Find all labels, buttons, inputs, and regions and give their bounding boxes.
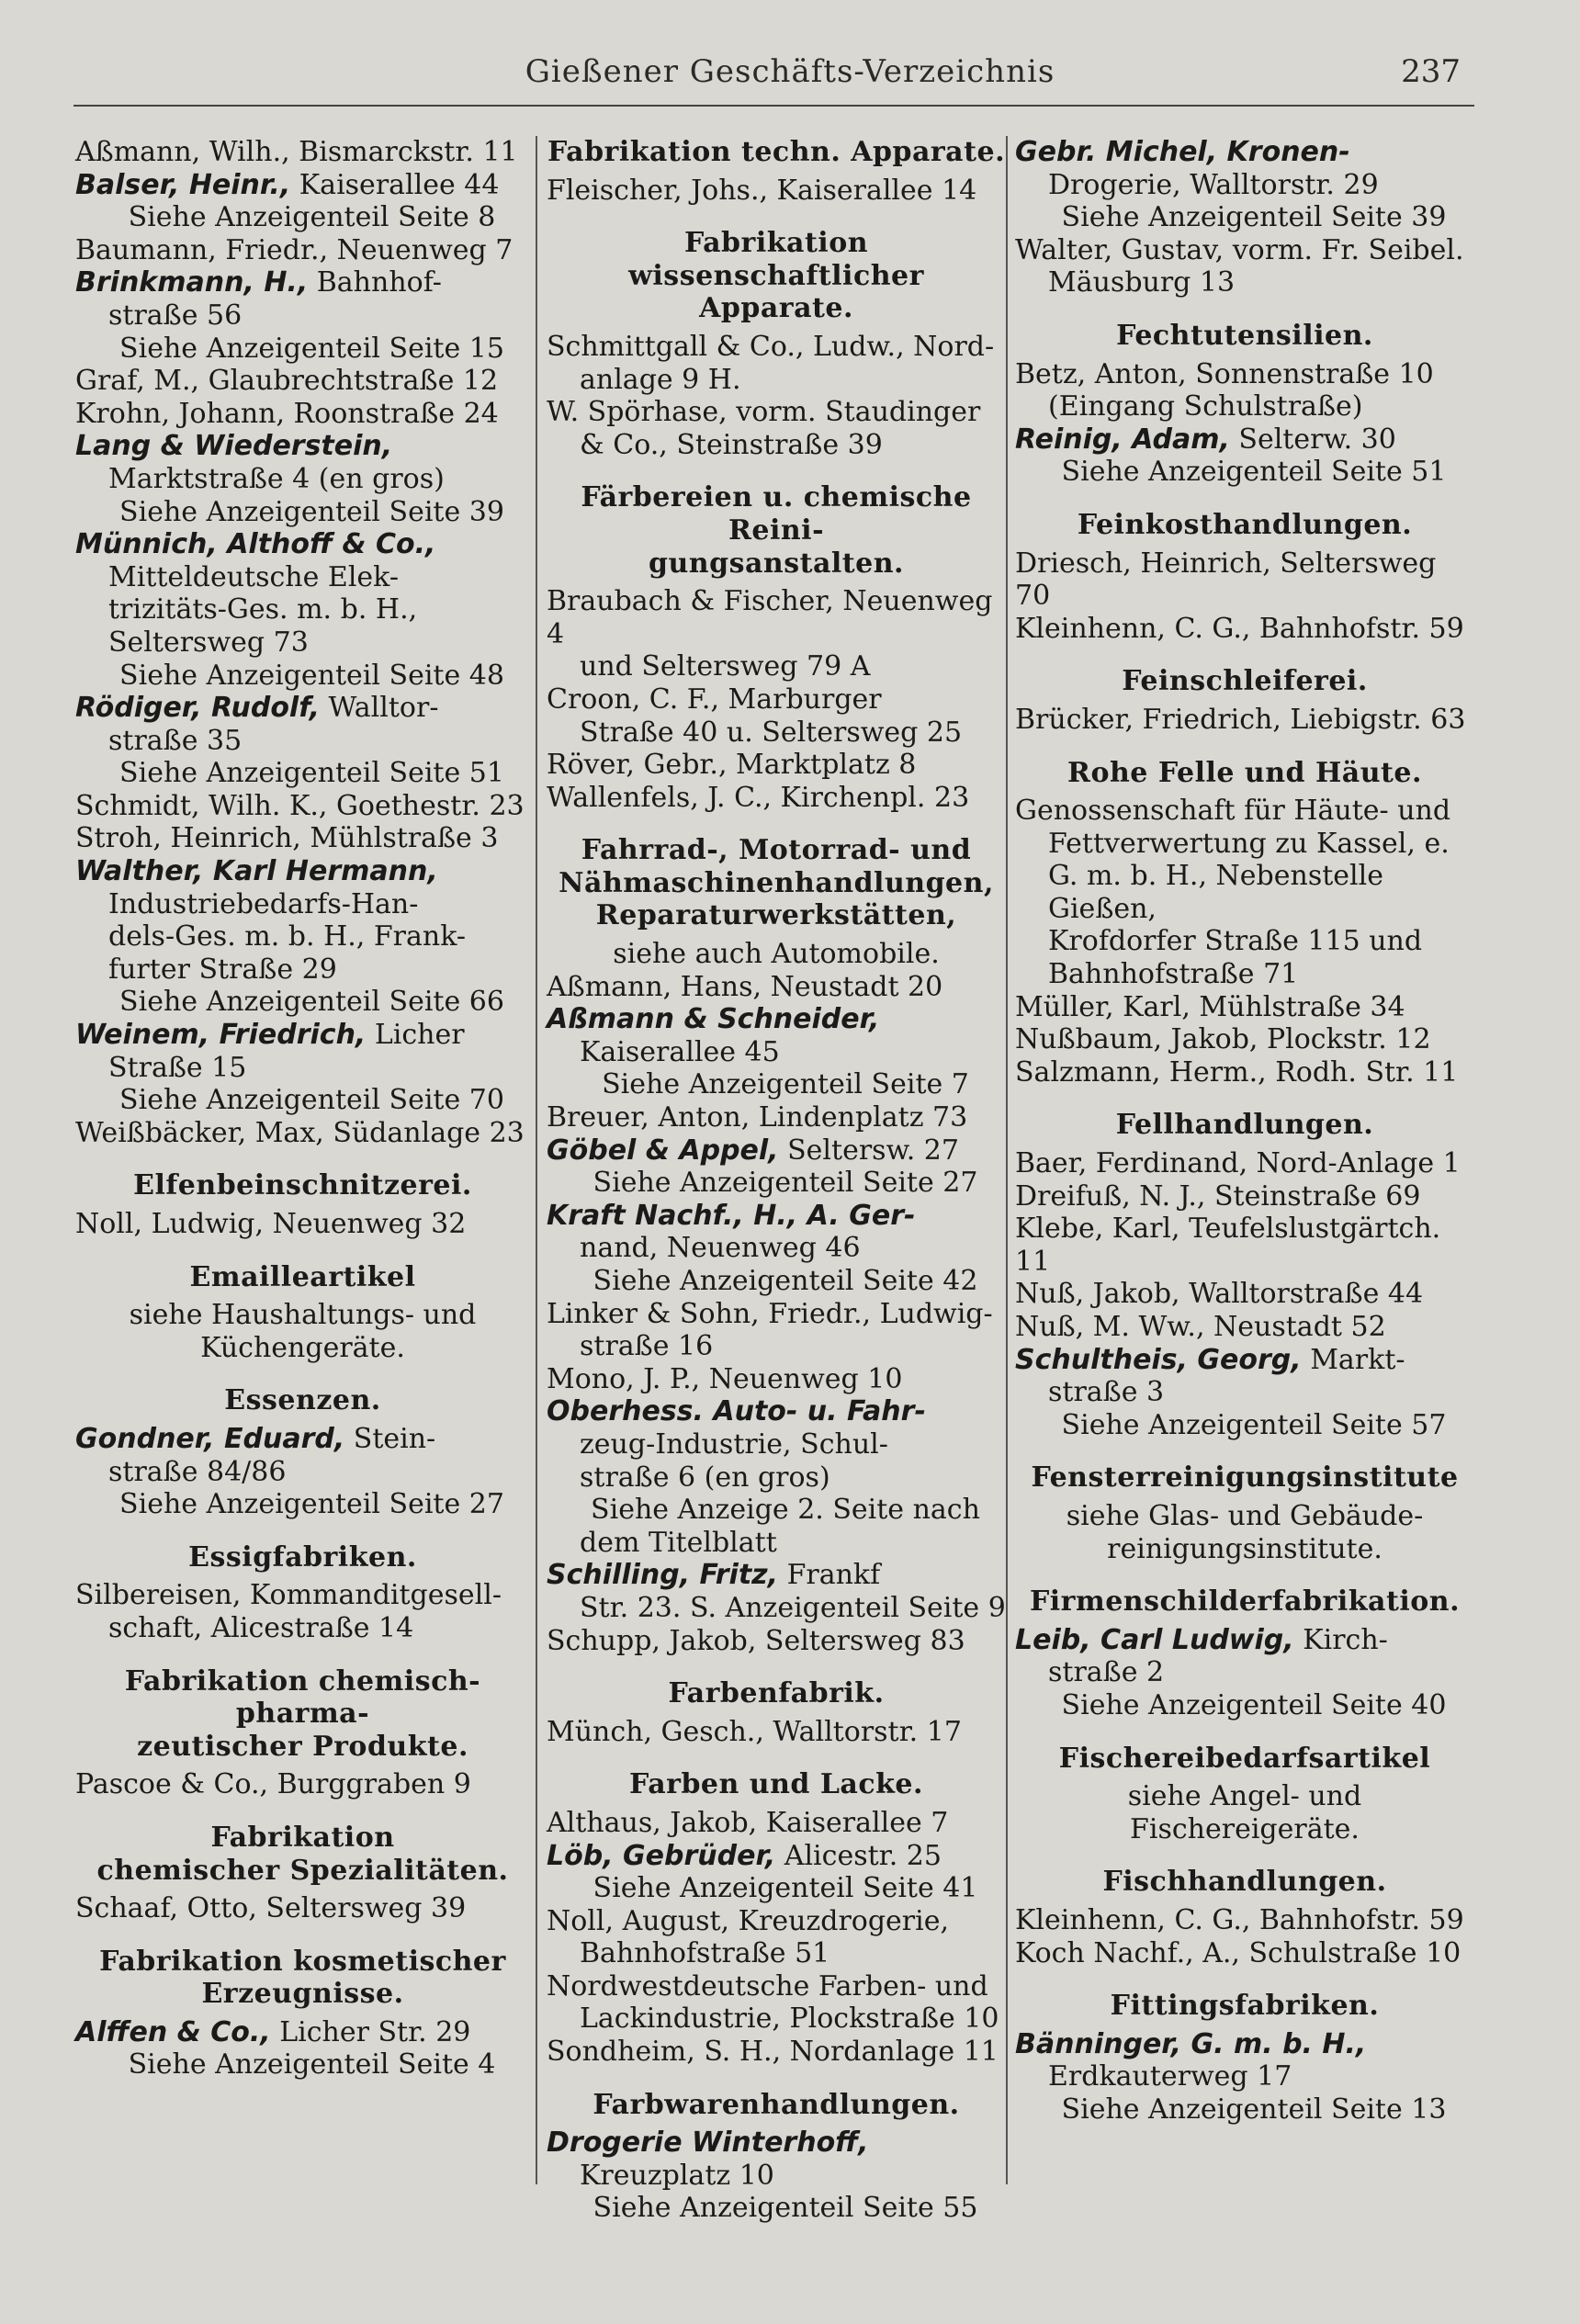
entry xyxy=(75,855,530,888)
section-heading-line: Fabrikation wissenschaftlicher xyxy=(628,227,924,292)
entry-continuation: Krofdorfer Straße 115 und xyxy=(1048,925,1423,958)
company-name: Rödiger, Rudolf, xyxy=(75,692,321,725)
ad-reference: Siehe Anzeigenteil Seite 39 xyxy=(119,495,504,528)
section-heading: Farben und Lacke. xyxy=(629,1768,923,1801)
section-heading-line: Fabrikation xyxy=(210,1821,395,1854)
entry xyxy=(75,528,530,561)
section-heading xyxy=(547,834,1006,932)
entry-continuation xyxy=(75,561,530,594)
entry xyxy=(1015,423,1474,457)
entry-continuation: straße 56 xyxy=(108,299,243,332)
entry-text: Frank- xyxy=(365,920,466,953)
section-heading: Rohe Felle und Häute. xyxy=(1067,756,1422,789)
entry-text: Seltersw. 27 xyxy=(778,1134,959,1167)
section-heading xyxy=(75,1665,530,1764)
ad-reference: Siehe Anzeigenteil Seite 57 xyxy=(1061,1408,1447,1441)
entry: Betz, Anton, Sonnenstraße 10 xyxy=(1015,357,1434,390)
entry-continuation xyxy=(1015,169,1474,202)
company-name: Weinem, Friedrich, xyxy=(75,1019,367,1052)
company-name: trizitäts-Ges. m. b. H., xyxy=(108,593,418,626)
entry: Nordwestdeutsche Farben- und xyxy=(547,1969,988,2002)
company-name: Gebr. Michel, Kronen- xyxy=(1015,136,1350,168)
entry: Driesch, Heinrich, Seltersweg 70 xyxy=(1015,547,1437,613)
entry-text: Kirch- xyxy=(1293,1623,1388,1656)
ad-reference: Siehe Anzeigenteil Seite 27 xyxy=(119,1488,504,1521)
entry xyxy=(1015,2028,1474,2061)
entry-continuation xyxy=(547,1428,1006,1461)
entry xyxy=(547,1003,1006,1036)
ad-reference: Siehe Anzeigenteil Seite 40 xyxy=(1061,1688,1447,1721)
section-heading: Fischhandlungen. xyxy=(1102,1866,1387,1899)
entry xyxy=(75,1423,530,1456)
entry-text: Selterw. 30 xyxy=(1229,423,1396,456)
company-name: Schultheis, Georg, xyxy=(1015,1343,1302,1376)
company-name: Löb, Gebrüder, xyxy=(547,1839,776,1872)
entry xyxy=(547,1559,1006,1592)
company-name: Kraft Nachf., H., A. Ger- xyxy=(547,1199,916,1232)
entry-continuation: Straße 15 xyxy=(108,1051,247,1084)
entry: Noll, August, Kreuzdrogerie, xyxy=(547,1904,950,1937)
section-heading-line: zeutischer Produkte. xyxy=(137,1730,468,1763)
entry xyxy=(547,1395,1006,1428)
company-name: Balser, Heinr., xyxy=(75,168,291,201)
section-heading-line: Erzeugnisse. xyxy=(201,1978,404,2011)
company-name: Drogerie, xyxy=(1048,168,1181,201)
entry-continuation: dem Titelblatt xyxy=(580,1526,777,1559)
entry: Wallenfels, J. C., Kirchenpl. 23 xyxy=(547,781,970,814)
entry-continuation: Bahnhofstraße 71 xyxy=(1048,958,1299,991)
ad-reference: Siehe Anzeigenteil Seite 41 xyxy=(592,1872,978,1905)
entry: Dreifuß, N. J., Steinstraße 69 xyxy=(1015,1179,1421,1213)
entry-text: Licher Str. 29 xyxy=(270,2015,471,2048)
company-name: zeug-Industrie, xyxy=(580,1427,792,1461)
ad-reference: Siehe Anzeigenteil Seite 70 xyxy=(119,1084,504,1117)
section-heading: Fensterreinigungsinstitute xyxy=(1031,1461,1459,1495)
entry-continuation: Str. 23. S. Anzeigenteil Seite 9 xyxy=(580,1591,1006,1624)
cross-reference: siehe Haushaltungs- und xyxy=(129,1299,477,1332)
entry: Salzmann, Herm., Rodh. Str. 11 xyxy=(1015,1055,1459,1089)
section-heading: Farbwarenhandlungen. xyxy=(592,2088,960,2121)
section-heading xyxy=(75,1946,530,2011)
entry-text: Kaiserallee 44 xyxy=(290,168,500,201)
entry: W. Spörhase, vorm. Staudinger xyxy=(547,396,981,429)
cross-reference: reinigungsinstitute. xyxy=(1107,1532,1382,1565)
entry: Genossenschaft für Häute- und xyxy=(1015,795,1451,828)
column-divider xyxy=(1006,136,1008,2184)
entry xyxy=(547,1200,1006,1233)
entry-continuation: Straße 40 u. Seltersweg 25 xyxy=(580,716,963,749)
entry: Stroh, Heinrich, Mühlstraße 3 xyxy=(75,822,499,855)
company-name: Lang & Wiederstein, xyxy=(75,430,393,463)
section-heading-line: Färbereien u. chemische Reini- xyxy=(581,481,972,547)
entry-continuation: straße 35 xyxy=(108,724,243,757)
entry: Schmidt, Wilh. K., Goethestr. 23 xyxy=(75,789,525,822)
entry xyxy=(547,1840,1006,1873)
entry-text: Walltor- xyxy=(320,692,439,725)
entry-continuation: Fettverwertung zu Kassel, e. xyxy=(1048,827,1450,860)
entry: Althaus, Jakob, Kaiserallee 7 xyxy=(547,1806,949,1839)
entry: Röver, Gebr., Marktplatz 8 xyxy=(547,749,917,782)
section-heading-line: gungsanstalten. xyxy=(649,547,904,580)
ad-reference: Siehe Anzeigenteil Seite 55 xyxy=(592,2192,978,2225)
entry-text: Licher xyxy=(366,1019,465,1052)
company-name: Göbel & Appel, xyxy=(547,1134,779,1167)
section-heading-line: chemischer Spezialitäten. xyxy=(96,1854,509,1887)
entry: Silbereisen, Kommanditgesell- xyxy=(75,1579,502,1612)
entry: Kleinhenn, C. G., Bahnhofstr. 59 xyxy=(1015,1903,1464,1936)
running-title: Gießener Geschäfts-Verzeichnis xyxy=(525,53,1055,90)
company-name: nand, xyxy=(580,1232,659,1265)
section-heading-line: Nähmaschinenhandlungen, xyxy=(559,866,994,899)
entry xyxy=(75,266,530,299)
entry-continuation: G. m. b. H., Nebenstelle Gießen, xyxy=(1048,860,1383,925)
entry-continuation xyxy=(547,1232,1006,1265)
section-heading: Essigfabriken. xyxy=(188,1540,417,1574)
entry: Baer, Ferdinand, Nord-Anlage 1 xyxy=(1015,1147,1461,1180)
entry: Schmittgall & Co., Ludw., Nord- xyxy=(547,330,995,363)
entry-text: Frankf xyxy=(778,1559,881,1592)
entry-continuation: Kreuzplatz 10 xyxy=(580,2159,774,2192)
entry: Sondheim, S. H., Nordanlage 11 xyxy=(547,2036,999,2069)
section-heading-line: Fabrikation chemisch-pharma- xyxy=(124,1664,481,1731)
entry-continuation xyxy=(75,888,530,921)
page-header xyxy=(0,53,1580,127)
company-name: Industriebedarfs-Han- xyxy=(108,887,419,920)
entry-continuation: (Eingang Schulstraße) xyxy=(1048,390,1363,423)
section-heading xyxy=(547,227,1006,325)
entry-continuation: straße 2 xyxy=(1048,1656,1165,1689)
ad-reference: Siehe Anzeigenteil Seite 27 xyxy=(592,1167,978,1200)
entry-continuation xyxy=(75,920,530,953)
company-name: Bänninger, G. m. b. H., xyxy=(1015,2027,1367,2060)
entry-continuation: schaft, Alicestraße 14 xyxy=(108,1611,414,1644)
ad-reference: Siehe Anzeigenteil Seite 4 xyxy=(128,2048,496,2081)
ad-reference: Siehe Anzeigenteil Seite 8 xyxy=(128,201,496,234)
entry-continuation: Mäusburg 13 xyxy=(1048,266,1236,299)
entry-continuation: straße 3 xyxy=(1048,1376,1165,1409)
entry-continuation: straße 6 (en gros) xyxy=(580,1461,830,1494)
section-heading: Essenzen. xyxy=(224,1384,381,1417)
ad-reference: Siehe Anzeigenteil Seite 42 xyxy=(592,1265,978,1297)
entry xyxy=(75,169,530,202)
section-heading xyxy=(75,1822,530,1887)
section-heading: Firmenschilderfabrikation. xyxy=(1029,1585,1461,1619)
entry: Krohn, Johann, Roonstraße 24 xyxy=(75,397,499,430)
entry-text: Stein- xyxy=(344,1422,436,1455)
cross-reference: siehe Angel- und Fischereigeräte. xyxy=(1127,1780,1362,1845)
entry xyxy=(547,2127,1006,2160)
ad-reference: Siehe Anzeigenteil Seite 51 xyxy=(119,757,504,790)
entry-continuation: Erdkauterweg 17 xyxy=(1048,2060,1292,2093)
section-heading-line: Reparaturwerkstätten, xyxy=(595,899,957,932)
entry: Schaaf, Otto, Seltersweg 39 xyxy=(75,1892,467,1925)
company-name: Mitteldeutsche Elek- xyxy=(108,560,399,593)
entry xyxy=(75,1019,530,1052)
ad-reference: Siehe Anzeigenteil Seite 15 xyxy=(119,332,504,365)
entry: Baumann, Friedr., Neuenweg 7 xyxy=(75,233,514,266)
entry-text: Neuenweg 46 xyxy=(658,1232,861,1265)
entry: Pascoe & Co., Burggraben 9 xyxy=(75,1768,471,1801)
entry-continuation xyxy=(75,593,530,626)
entry: Mono, J. P., Neuenweg 10 xyxy=(547,1362,903,1395)
company-name: Walther, Karl Hermann, xyxy=(75,855,438,888)
entry: Münch, Gesch., Walltorstr. 17 xyxy=(547,1715,962,1748)
company-name: Alffen & Co., xyxy=(75,2015,271,2048)
entry xyxy=(1015,1344,1474,1377)
entry: Weißbäcker, Max, Südanlage 23 xyxy=(75,1116,525,1149)
entry-continuation: anlage 9 H. xyxy=(580,363,741,396)
company-name: Gondner, Eduard, xyxy=(75,1422,345,1455)
entry xyxy=(1015,136,1474,169)
section-heading: Fittingsfabriken. xyxy=(1110,1990,1380,2023)
section-heading-line: Apparate. xyxy=(699,292,853,325)
entry xyxy=(75,430,530,463)
entry: Brücker, Friedrich, Liebigstr. 63 xyxy=(1015,703,1466,736)
section-heading: Farbenfabrik. xyxy=(668,1677,885,1710)
entry-continuation: Marktstraße 4 (en gros) xyxy=(108,462,445,495)
cross-reference: siehe auch Automobile. xyxy=(613,938,940,971)
entry-text: Markt- xyxy=(1301,1343,1405,1376)
entry-continuation: Seltersweg 73 xyxy=(108,626,309,659)
entry: Braubach & Fischer, Neuenweg 4 xyxy=(547,585,993,650)
entry-text: Alicestr. 25 xyxy=(775,1839,942,1872)
company-name: Schilling, Fritz, xyxy=(547,1559,779,1592)
entry-continuation: Kaiserallee 45 xyxy=(580,1035,780,1068)
company-name: Leib, Carl Ludwig, xyxy=(1015,1623,1294,1656)
ad-reference: Siehe Anzeigenteil Seite 39 xyxy=(1061,201,1447,234)
entry-continuation: straße 16 xyxy=(580,1330,714,1363)
entry: Schupp, Jakob, Seltersweg 83 xyxy=(547,1624,965,1657)
ad-reference: Siehe Anzeigenteil Seite 51 xyxy=(1061,456,1447,489)
entry: Graf, M., Glaubrechtstraße 12 xyxy=(75,365,499,398)
section-heading-line: Fabrikation kosmetischer xyxy=(99,1945,506,1978)
section-heading: Emailleartikel xyxy=(189,1260,416,1293)
column-divider xyxy=(536,136,537,2184)
entry: Nußbaum, Jakob, Plockstr. 12 xyxy=(1015,1023,1431,1056)
entry-text: Schul- xyxy=(791,1427,888,1461)
section-heading: Fabrikation techn. Apparate. xyxy=(547,136,1006,168)
company-name: Oberhess. Auto- u. Fahr- xyxy=(547,1395,926,1428)
company-name: dels-Ges. m. b. H., xyxy=(108,920,366,953)
entry xyxy=(547,1134,1006,1168)
ad-reference: Siehe Anzeigenteil Seite 48 xyxy=(119,659,504,692)
section-heading: Fellhandlungen. xyxy=(1115,1109,1374,1142)
section-heading: Feinschleiferei. xyxy=(1122,665,1368,698)
company-name: Brinkmann, H., xyxy=(75,266,309,299)
section-heading: Fischereibedarfsartikel xyxy=(1058,1742,1431,1775)
entry: Walter, Gustav, vorm. Fr. Seibel. xyxy=(1015,233,1464,266)
entry-continuation: und Seltersweg 79 A xyxy=(580,650,871,683)
page-number: 237 xyxy=(1401,53,1461,90)
section-heading-line: Fahrrad-, Motorrad- und xyxy=(581,834,972,867)
entry: Breuer, Anton, Lindenplatz 73 xyxy=(547,1101,968,1134)
entry-text: Bahnhof- xyxy=(308,266,442,299)
entry-continuation: furter Straße 29 xyxy=(108,953,337,986)
entry-continuation: Lackindustrie, Plockstraße 10 xyxy=(580,2002,999,2036)
cross-reference: Küchengeräte. xyxy=(200,1331,405,1364)
entry-continuation: straße 84/86 xyxy=(108,1455,287,1488)
section-heading: Elfenbeinschnitzerei. xyxy=(133,1169,472,1202)
company-name: Drogerie Winterhoff, xyxy=(547,2127,869,2160)
entry-continuation: & Co., Steinstraße 39 xyxy=(580,428,883,461)
section-heading xyxy=(547,481,1006,580)
ad-reference: Siehe Anzeigenteil Seite 66 xyxy=(119,986,504,1019)
cross-reference: siehe Glas- und Gebäude- xyxy=(1066,1499,1424,1532)
entry: Noll, Ludwig, Neuenweg 32 xyxy=(75,1208,467,1240)
entry xyxy=(1015,1624,1474,1657)
entry: Nuß, Jakob, Walltorstraße 44 xyxy=(1015,1278,1424,1311)
entry: Croon, C. F., Marburger xyxy=(547,683,882,716)
entry: Müller, Karl, Mühlstraße 34 xyxy=(1015,990,1405,1023)
company-name: Aßmann & Schneider, xyxy=(547,1003,880,1036)
entry xyxy=(75,692,530,725)
column-1 xyxy=(75,136,530,2081)
entry: Kleinhenn, C. G., Bahnhofstr. 59 xyxy=(1015,612,1464,645)
section-heading: Fechtutensilien. xyxy=(1116,319,1373,352)
ad-reference: Siehe Anzeigenteil Seite 13 xyxy=(1061,2093,1447,2126)
entry: Koch Nachf., A., Schulstraße 10 xyxy=(1015,1936,1462,1969)
entry-continuation: Bahnhofstraße 51 xyxy=(580,1937,830,1970)
entry: Linker & Sohn, Friedr., Ludwig- xyxy=(547,1297,993,1330)
column-2 xyxy=(547,136,1006,2225)
ad-reference: Siehe Anzeige 2. Seite nach xyxy=(591,1494,980,1527)
entry xyxy=(75,2016,530,2049)
section-heading: Feinkosthandlungen. xyxy=(1077,508,1413,541)
company-name: Münnich, Althoff & Co., xyxy=(75,528,436,561)
entry: Aßmann, Wilh., Bismarckstr. 11 xyxy=(75,136,518,168)
company-name: Reinig, Adam, xyxy=(1015,423,1230,456)
header-rule xyxy=(73,105,1474,107)
ad-reference: Siehe Anzeigenteil Seite 7 xyxy=(602,1068,969,1101)
entry: Nuß, M. Ww., Neustadt 52 xyxy=(1015,1311,1386,1343)
entry: Fleischer, Johs., Kaiserallee 14 xyxy=(547,174,977,207)
entry: Klebe, Karl, Teufelslustgärtch. 11 xyxy=(1015,1213,1441,1278)
column-3 xyxy=(1015,136,1474,2126)
entry: Aßmann, Hans, Neustadt 20 xyxy=(547,970,943,1003)
entry-text: Walltorstr. 29 xyxy=(1180,168,1379,201)
